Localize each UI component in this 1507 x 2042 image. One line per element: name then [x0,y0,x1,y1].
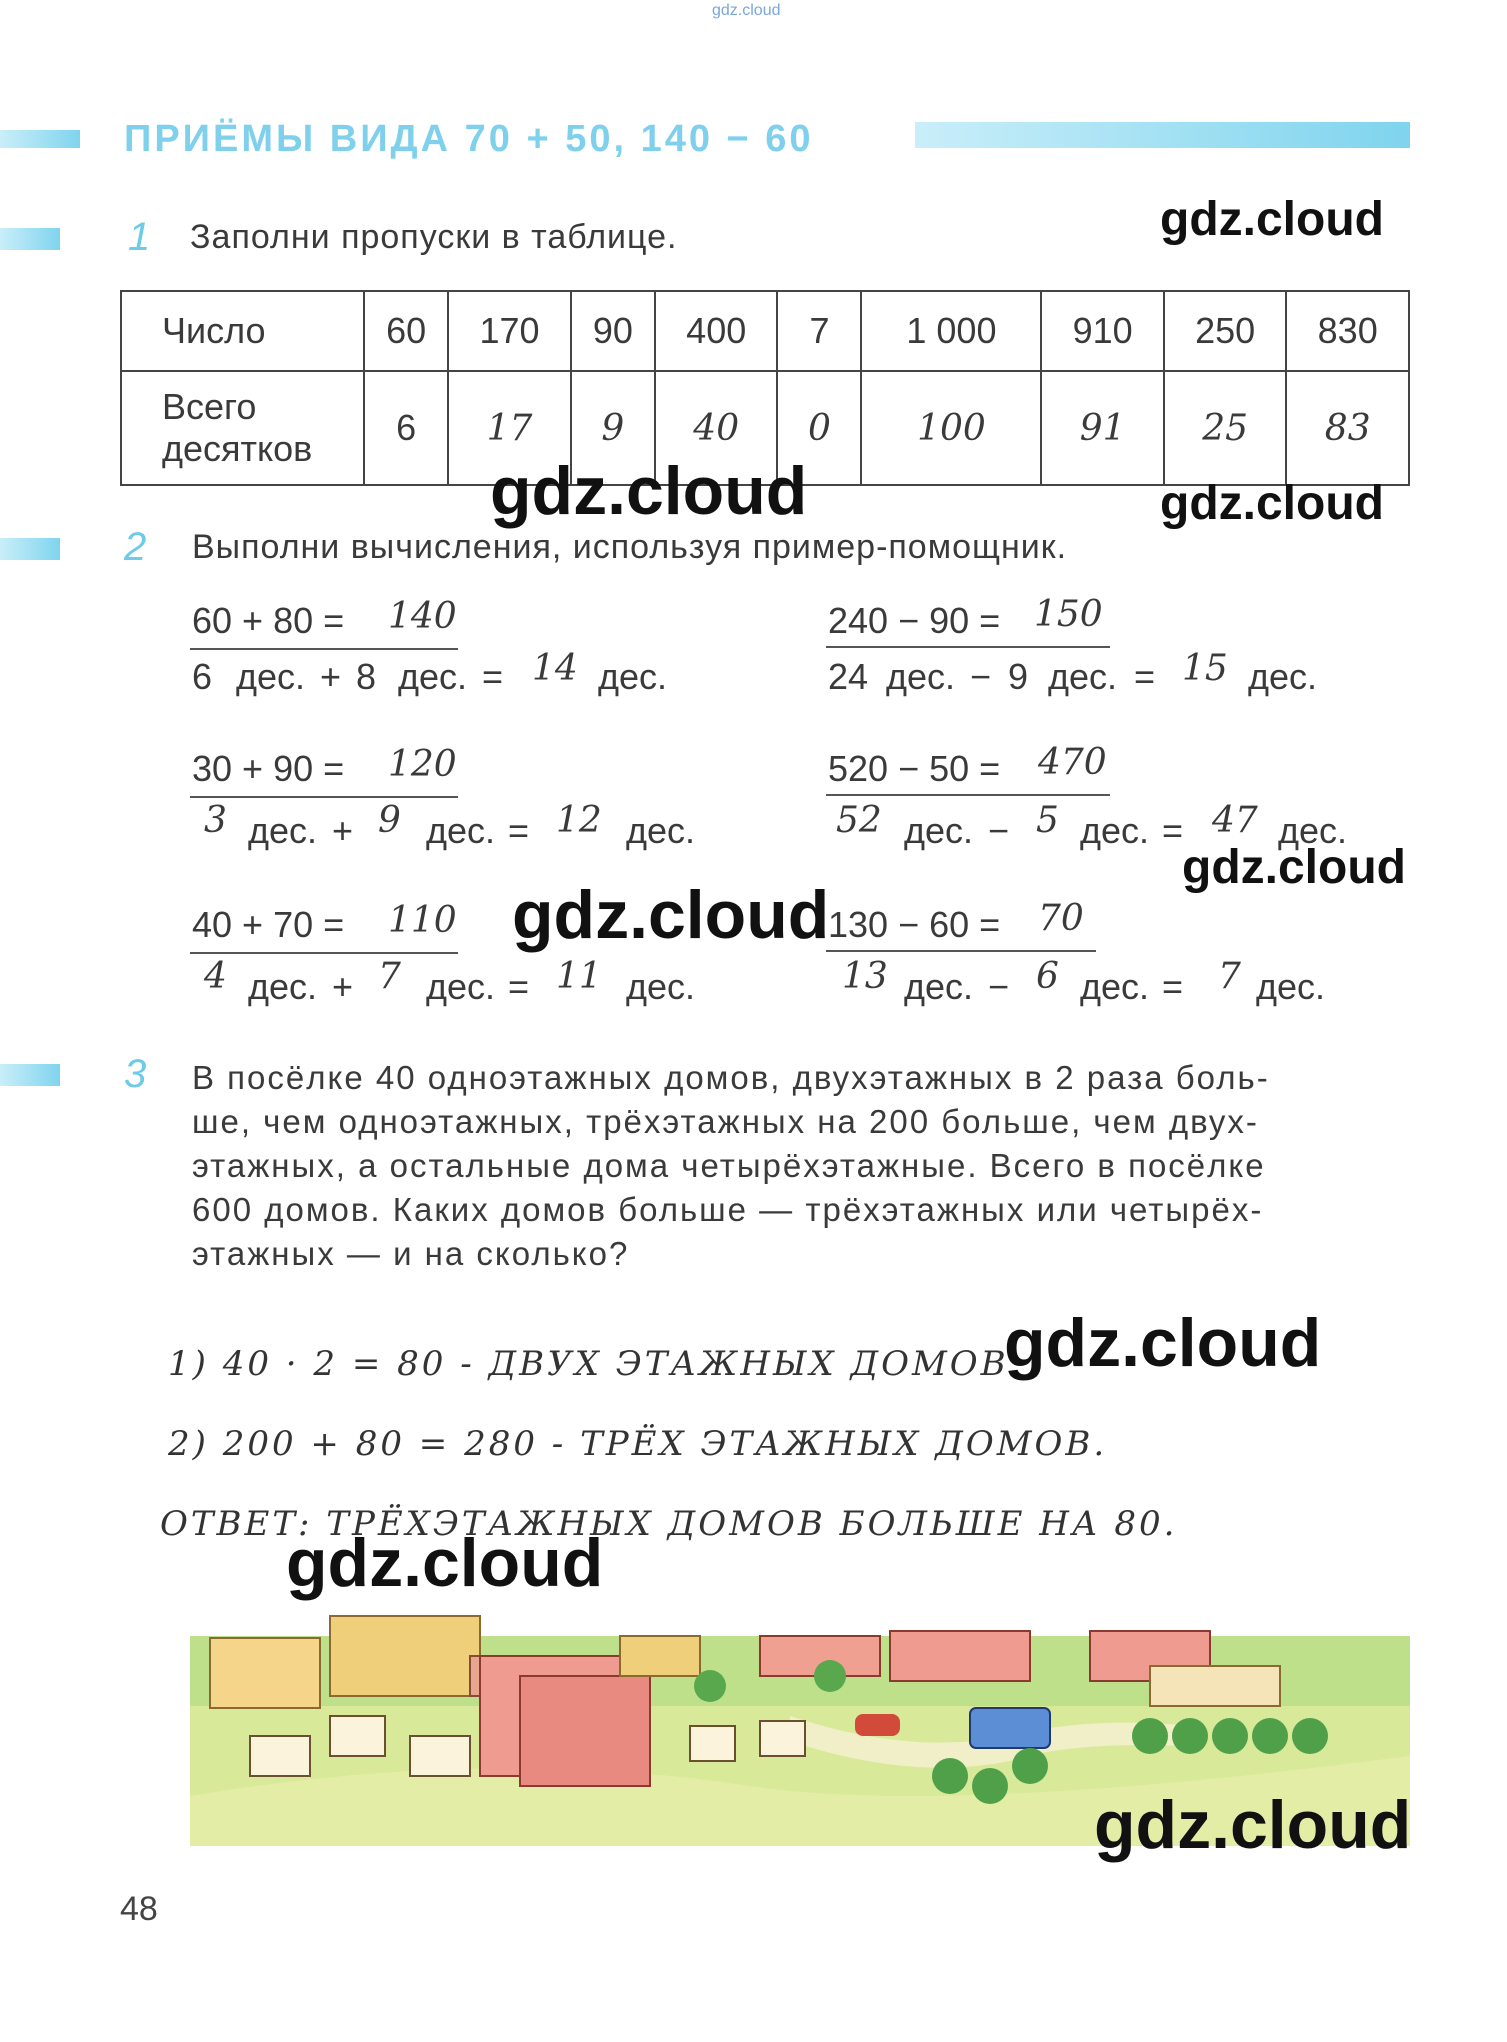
table-cell-answer: 17 [448,371,571,485]
dec-word: дес. [904,966,974,1007]
task3-line: В посёлке 40 одноэтажных домов, двухэтажных в 2 раза боль- [192,1059,1270,1096]
watermark: gdz.cloud [1160,477,1384,530]
task3-bar [0,1064,60,1086]
tens-a: 13 [842,956,888,997]
task3-line: этажных, а остальные дома четырёхэтажные. Всего в посёлке [192,1147,1266,1184]
underline [190,796,458,798]
table-cell-answer: 40 [655,371,778,485]
dec-word: дес. [248,966,318,1007]
page-number: 48 [120,1890,158,1928]
dec-word: дес. [1080,966,1150,1007]
task1-text: Заполни пропуски в таблице. [190,218,678,256]
underline [826,950,1096,952]
answer: 470 [1038,742,1107,783]
answer: 150 [1034,594,1103,635]
table-cell: 170 [448,291,571,371]
table-cell-answer: 0 [777,371,861,485]
result: 15 [1182,648,1228,689]
eq: = [508,966,530,1007]
answer: 120 [388,744,457,785]
row-label-number: Число [121,291,364,371]
result: 47 [1212,800,1258,841]
op: + [332,966,354,1007]
table-cell: 910 [1041,291,1164,371]
tens-b: 5 [1036,800,1059,841]
tens-b: 6 [1036,956,1059,997]
op: + [320,656,342,697]
row-label-tens-2: десятков [162,428,313,469]
watermark: gdz.cloud [1182,841,1406,894]
tens-b: 9 [378,800,401,841]
task3-line: этажных — и на сколько? [192,1235,630,1272]
dec-word: дес. [904,810,974,851]
dec-word: дес. [236,656,306,697]
underline [826,794,1110,796]
task3-line: 600 домов. Каких домов больше — трёхэтажных или четырёх- [192,1191,1264,1228]
dec-word: дес. [598,656,668,697]
dec-word: дес. [626,810,696,851]
expr: 520 − 50 = [828,748,1001,789]
expr: 60 + 80 = [192,600,345,641]
task3-line: ше, чем одноэтажных, трёхэтажных на 200 больше, чем двух- [192,1103,1259,1140]
op: − [970,656,992,697]
table-cell-answer: 83 [1286,371,1409,485]
table-cell: 6 [364,371,448,485]
table-cell: 250 [1164,291,1287,371]
dec-word: дес. [1248,656,1318,697]
result: 11 [556,956,602,997]
dec-word: дес. [1256,966,1326,1007]
op: − [988,810,1010,851]
dec-word: дес. [398,656,468,697]
dec-word: дес. [626,966,696,1007]
task1-number: 1 [128,215,151,259]
expr: 40 + 70 = [192,904,345,945]
dec-word: дес. [886,656,956,697]
task2-number: 2 [124,525,147,569]
tens-a: 3 [204,800,227,841]
eq: = [1162,966,1184,1007]
table-cell: 60 [364,291,448,371]
underline [190,952,458,954]
watermark: gdz.cloud [512,877,830,953]
dec-word: дес. [1048,656,1118,697]
dec-word: дес. [426,966,496,1007]
result: 14 [532,648,578,689]
watermark: gdz.cloud [1094,1787,1412,1863]
tens-a: 24 [828,656,869,697]
table-cell-answer: 100 [861,371,1041,485]
table-cell-answer: 25 [1164,371,1287,485]
answer: 110 [388,900,457,941]
result: 7 [1218,956,1241,997]
eq: = [508,810,530,851]
watermark: gdz.cloud [1004,1305,1322,1381]
row-label-tens-1: Всего [162,386,257,427]
solution-answer: ОТВЕТ: ТРЁХЭТАЖНЫХ ДОМОВ БОЛЬШЕ НА 80. [160,1504,1178,1544]
row-label-tens [121,371,364,485]
task2-bar [0,538,60,560]
table-cell: 7 [777,291,861,371]
tens-b: 8 [356,656,377,697]
answer: 70 [1038,898,1084,939]
table-cell: 90 [571,291,655,371]
eq: = [482,656,504,697]
eq: = [1162,810,1184,851]
eq: = [1134,656,1156,697]
tens-a: 4 [204,956,227,997]
expr: 30 + 90 = [192,748,345,789]
task2-text: Выполни вычисления, используя пример-помощник. [192,528,1068,566]
solution-step-2: 2) 200 + 80 = 280 - ТРЁХ ЭТАЖНЫХ ДОМОВ. [168,1424,1108,1464]
underline [190,648,458,650]
task1-bar [0,228,60,250]
expr: 240 − 90 = [828,600,1001,641]
dec-word: дес. [426,810,496,851]
watermark: gdz.cloud [490,453,808,529]
dec-word: дес. [248,810,318,851]
op: − [988,966,1010,1007]
table-cell: 830 [1286,291,1409,371]
table-cell: 400 [655,291,778,371]
tens-b: 9 [1008,656,1029,697]
tens-a: 52 [836,800,882,841]
result: 12 [556,800,602,841]
watermark: gdz.cloud [286,1525,604,1601]
tens-b: 7 [378,956,401,997]
task3-text [192,1056,1412,1276]
expr: 130 − 60 = [828,904,1001,945]
solution-step-1: 1) 40 · 2 = 80 - ДВУХ ЭТАЖНЫХ ДОМОВ. [168,1344,1023,1384]
header-right-bar [915,122,1410,148]
dec-word: дес. [1278,810,1348,851]
op: + [332,810,354,851]
table-cell-answer: 9 [571,371,655,485]
top-watermark: gdz.cloud [712,2,781,19]
task3-number: 3 [124,1052,147,1096]
header-left-bar [0,130,80,148]
tens-a: 6 [192,656,213,697]
answer: 140 [388,596,457,637]
section-title: ПРИЁМЫ ВИДА 70 + 50, 140 − 60 [124,118,814,160]
underline [826,646,1110,648]
table-cell: 1 000 [861,291,1041,371]
watermark: gdz.cloud [1160,193,1384,246]
table-cell-answer: 91 [1041,371,1164,485]
dec-word: дес. [1080,810,1150,851]
